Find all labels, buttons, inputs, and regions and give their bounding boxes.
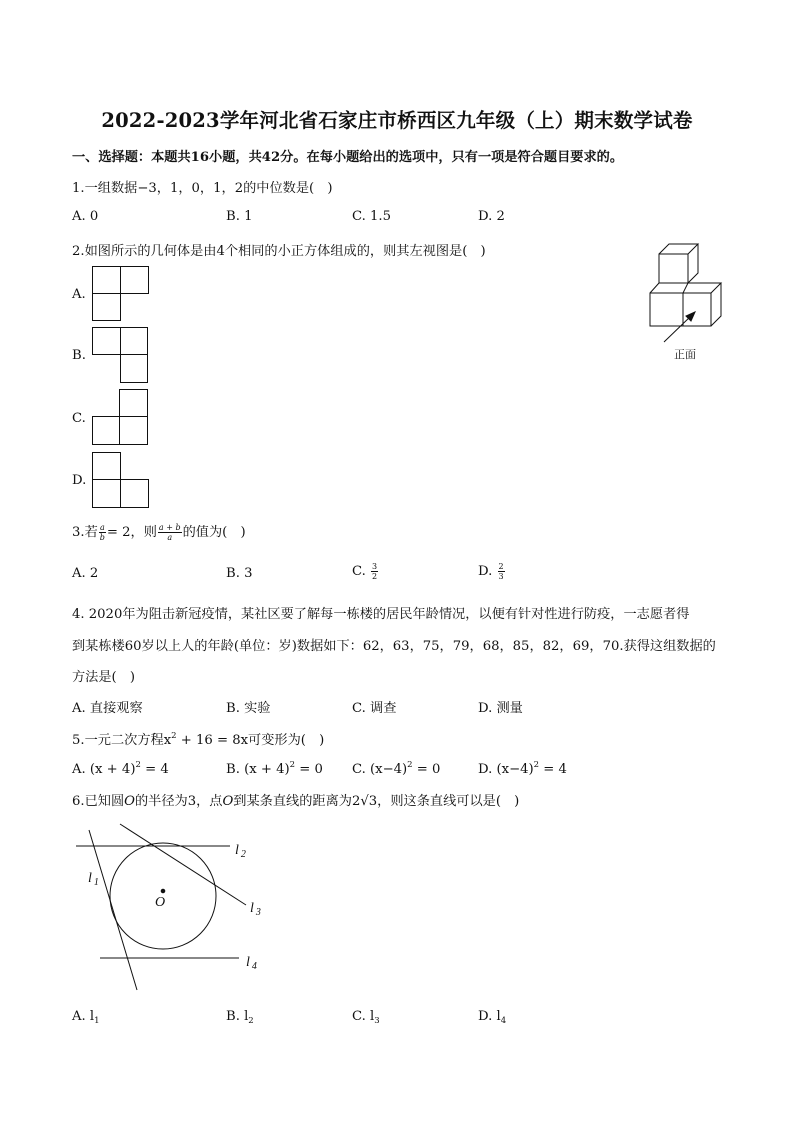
q3-option-c-letter: C. [352, 564, 366, 579]
q5-opta-sup: 2 [135, 760, 141, 770]
q4-option-d: D. 测量 [478, 701, 523, 716]
q3-stem-suffix: 的值为( ) [182, 525, 246, 540]
q3-option-d-letter: D. [478, 564, 493, 579]
q3-fraction-a-over-b [99, 523, 106, 542]
q2-option-d-figure [92, 452, 152, 510]
q6-opta-l: A. l [72, 1009, 95, 1024]
q6-circle-lines-figure [70, 820, 270, 995]
q6-optc-sub: 3 [374, 1016, 380, 1026]
q5-opta-base: A. (x + 4) [72, 762, 136, 777]
q2-option-b-letter: B. [72, 348, 86, 363]
q3-option-c [352, 562, 379, 581]
question-5-stem [72, 729, 324, 748]
q3-option-d [478, 562, 506, 581]
q5-option-b [226, 760, 323, 777]
q3-option-a: A. 2 [72, 566, 99, 581]
q5-option-d [478, 760, 567, 777]
q2-option-a-letter: A. [72, 287, 86, 302]
q2-figure-label: 正面 [674, 348, 696, 361]
question-6-stem [72, 790, 519, 809]
question-1-stem: 1.一组数据−3，1，0，1，2的中位数是( ) [72, 181, 333, 196]
q2-option-d-letter: D. [72, 473, 87, 488]
q5-stem-sup: 2 [171, 731, 177, 741]
q2-cube-figure [640, 240, 730, 370]
q6-stem-a: 6.已知圆 [72, 794, 125, 809]
q6-stem-c: 到某条直线的距离为2√3，则这条直线可以是( ) [233, 794, 520, 809]
q2-option-c-letter: C. [72, 411, 86, 426]
q5-optb-sup: 2 [289, 760, 296, 770]
q3-stem-prefix: 3.若 [72, 525, 98, 540]
q5-optc-base: C. (x−4) [352, 762, 408, 777]
q5-stem-a: 5.一元二次方程x [72, 733, 172, 748]
q3-optd-num: 2 [498, 562, 504, 571]
label-l3: l $_3$ [250, 901, 261, 918]
q5-optb-rhs: = 0 [295, 762, 323, 777]
q6-optb-l: B. l [226, 1009, 249, 1024]
q3-frac1-den: b [99, 533, 105, 542]
q6-optb-sub: 2 [248, 1016, 254, 1026]
q6-option-b [226, 1009, 254, 1026]
q6-opta-sub: 1 [94, 1016, 100, 1026]
q3-stem-mid: = 2，则 [106, 525, 157, 540]
q5-optc-sup: 2 [407, 760, 413, 770]
q6-optd-l: D. l [478, 1009, 501, 1024]
q5-option-a [72, 760, 169, 777]
q6-optd-sub: 4 [500, 1016, 507, 1026]
q5-option-c [352, 760, 440, 777]
q3-frac1-num: a [99, 523, 105, 532]
q2-option-a-figure [92, 266, 152, 322]
q5-optc-rhs: = 0 [412, 762, 441, 777]
q3-frac2-num: a + b [158, 523, 181, 532]
question-3-stem [72, 521, 246, 542]
q3-fraction-sum [158, 523, 182, 542]
q5-optd-rhs: = 4 [539, 762, 567, 777]
question-2-stem: 2.如图所示的几何体是由4个相同的小正方体组成的，则其左视图是( ) [72, 244, 486, 259]
q3-optd-den: 3 [498, 572, 504, 581]
question-4-line-1: 4. 2020年为阻击新冠疫情，某社区要了解每一栋楼的居民年龄情况，以便有针对性进行防疫，一志愿者得 [72, 607, 690, 622]
q5-optd-sup: 2 [533, 760, 540, 770]
line-l3 [120, 824, 246, 905]
label-l1: l $_1$ [88, 871, 99, 888]
q3-optc-den: 2 [372, 572, 378, 581]
q3-option-d-fraction [498, 562, 505, 581]
q1-option-c: C. 1.5 [352, 209, 391, 224]
label-o: O [155, 895, 166, 910]
q1-option-b: B. 1 [226, 209, 253, 224]
q3-option-c-fraction [371, 562, 378, 581]
label-l2: l $_2$ [235, 843, 246, 860]
q1-option-d: D. 2 [478, 209, 505, 224]
q3-optc-num: 3 [372, 562, 378, 571]
line-l1 [89, 830, 137, 990]
section-header: 一、选择题：本题共16小题，共42分。在每小题给出的选项中，只有一项是符合题目要求的。 [72, 150, 624, 165]
q5-optd-base: D. (x−4) [478, 762, 534, 777]
q6-option-d [478, 1009, 506, 1026]
question-4-line-2: 到某栋楼60岁以上人的年龄(单位：岁)数据如下：62，63，75，79，68，85，82，69，70.获得这组数据的 [72, 639, 716, 654]
q6-stem-b: 的半径为3，点 [134, 794, 223, 809]
q4-option-b: B. 实验 [226, 701, 271, 716]
question-4-line-3: 方法是( ) [72, 670, 136, 685]
q6-option-a [72, 1009, 100, 1026]
q5-stem-b: + 16 = 8x可变形为( ) [176, 733, 325, 748]
q5-opta-rhs: = 4 [140, 762, 169, 777]
q1-option-a: A. 0 [72, 209, 99, 224]
q3-option-b: B. 3 [226, 566, 253, 581]
q6-stem-o2: O [222, 794, 234, 809]
page-title: 2022-2023学年河北省石家庄市桥西区九年级（上）期末数学试卷 [101, 109, 693, 132]
q6-optc-l: C. l [352, 1009, 375, 1024]
q6-option-c [352, 1009, 380, 1026]
q4-option-a: A. 直接观察 [72, 701, 143, 716]
label-l4: l $_4$ [246, 955, 257, 972]
q2-option-b-figure [92, 327, 152, 385]
q2-option-c-figure [92, 389, 152, 447]
q3-frac2-den: a [167, 533, 173, 542]
q6-stem-o1: O [124, 794, 135, 809]
q5-optb-base: B. (x + 4) [226, 762, 290, 777]
q4-option-c: C. 调查 [352, 701, 397, 716]
center-point [161, 889, 165, 893]
